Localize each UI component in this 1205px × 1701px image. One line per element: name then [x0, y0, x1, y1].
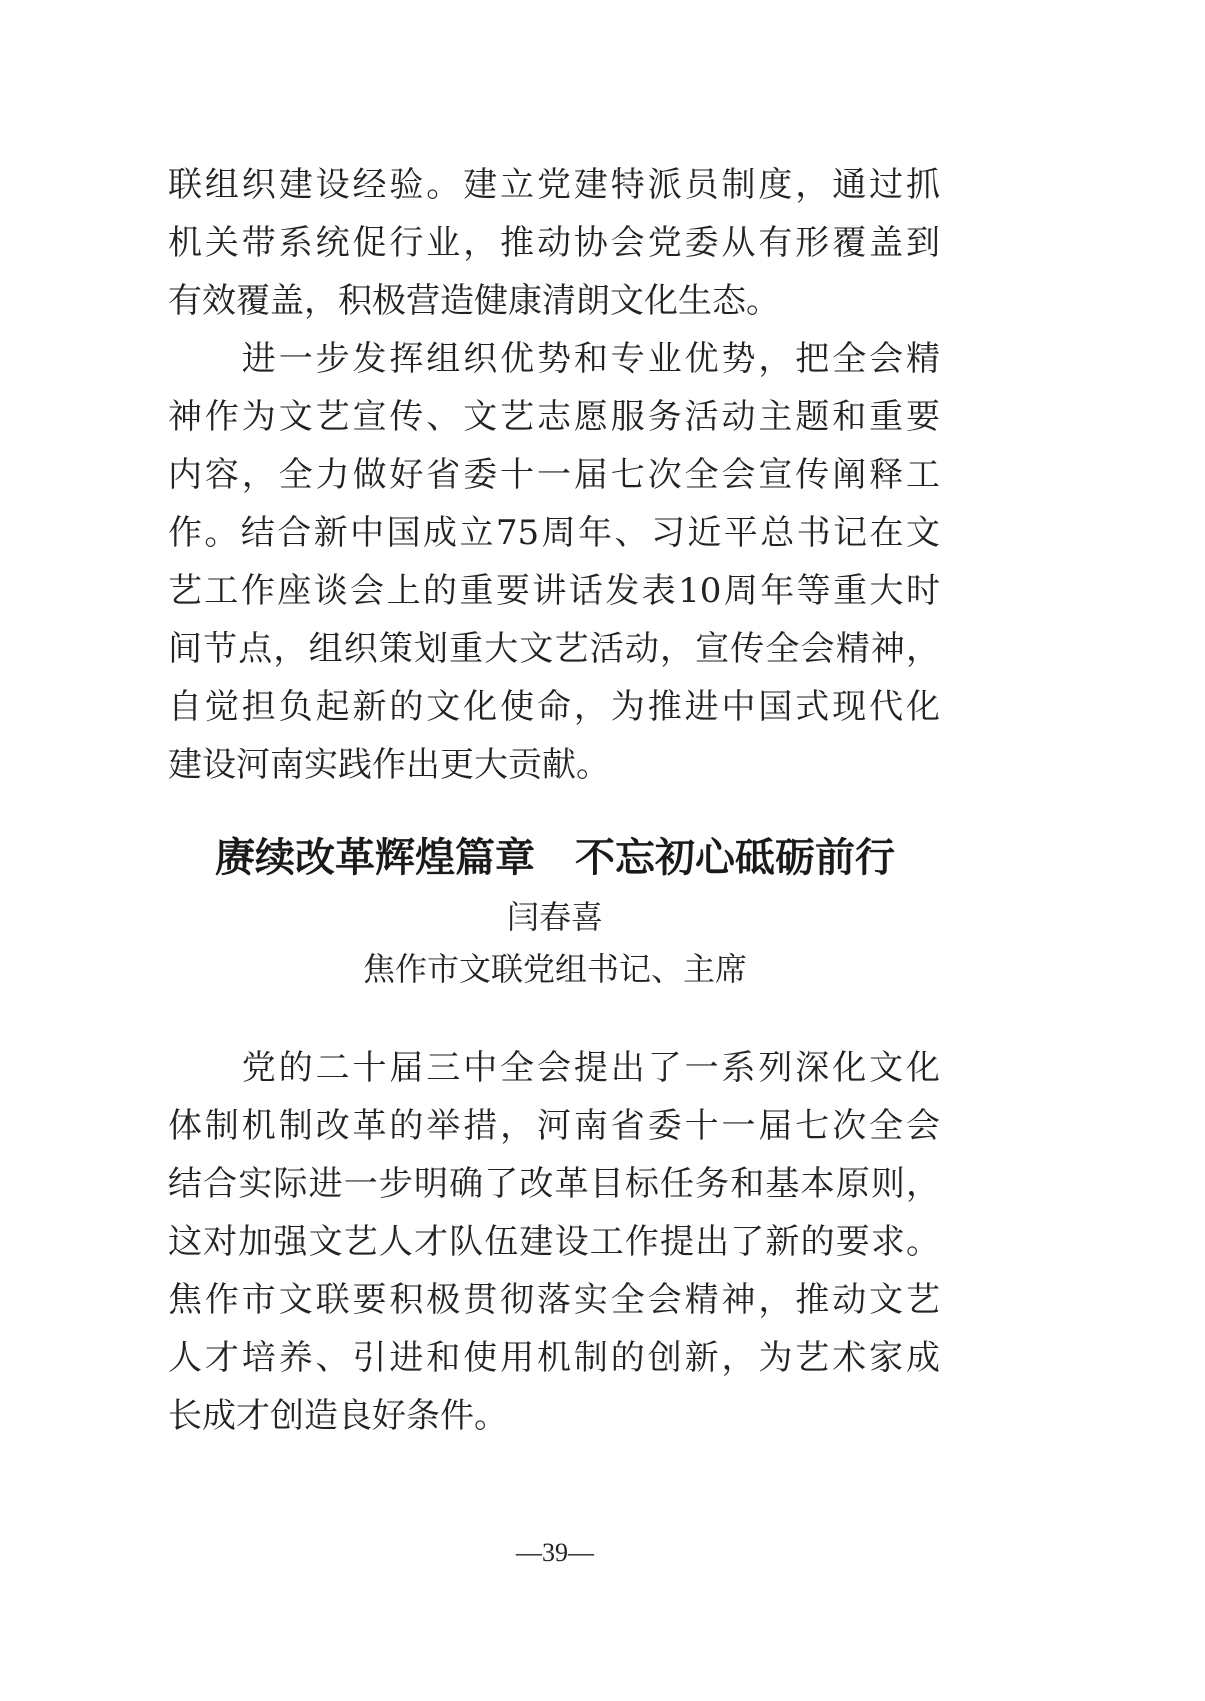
- text-line: 体制机制改革的举措，河南省委十一届七次全会: [168, 1106, 940, 1146]
- article-title: 赓续改革辉煌篇章 不忘初心砥砺前行: [215, 835, 895, 881]
- page-number: —39—: [516, 1538, 594, 1567]
- text-line: 有效覆盖，积极营造健康清朗文化生态。: [168, 281, 780, 321]
- text-line: 作。结合新中国成立75周年、习近平总书记在文: [168, 513, 940, 553]
- text-line: 进一步发挥组织优势和专业优势，把全会精: [168, 339, 940, 379]
- text-line: 人才培养、引进和使用机制的创新，为艺术家成: [168, 1338, 940, 1378]
- text-line: 联组织建设经验。建立党建特派员制度，通过抓: [168, 165, 940, 205]
- text-line: 建设河南实践作出更大贡献。: [168, 745, 610, 785]
- author-role: 焦作市文联党组书记、主席: [362, 950, 747, 988]
- text-line: 党的二十届三中全会提出了一系列深化文化: [168, 1048, 940, 1088]
- text-line: 自觉担负起新的文化使命，为推进中国式现代化: [168, 687, 940, 727]
- text-line: 艺工作座谈会上的重要讲话发表10周年等重大时: [168, 571, 940, 611]
- text-line: 机关带系统促行业，推动协会党委从有形覆盖到: [168, 223, 940, 263]
- text-line: 长成才创造良好条件。: [168, 1396, 508, 1436]
- text-line: 内容，全力做好省委十一届七次全会宣传阐释工: [168, 455, 940, 495]
- text-line: 这对加强文艺人才队伍建设工作提出了新的要求。: [168, 1222, 940, 1262]
- text-line: 结合实际进一步明确了改革目标任务和基本原则，: [168, 1164, 940, 1204]
- text-line: 焦作市文联要积极贯彻落实全会精神，推动文艺: [168, 1280, 940, 1320]
- article-author: 闫春喜: [506, 898, 603, 936]
- text-line: 间节点，组织策划重大文艺活动，宣传全会精神，: [168, 629, 940, 669]
- text-line: 神作为文艺宣传、文艺志愿服务活动主题和重要: [168, 397, 940, 437]
